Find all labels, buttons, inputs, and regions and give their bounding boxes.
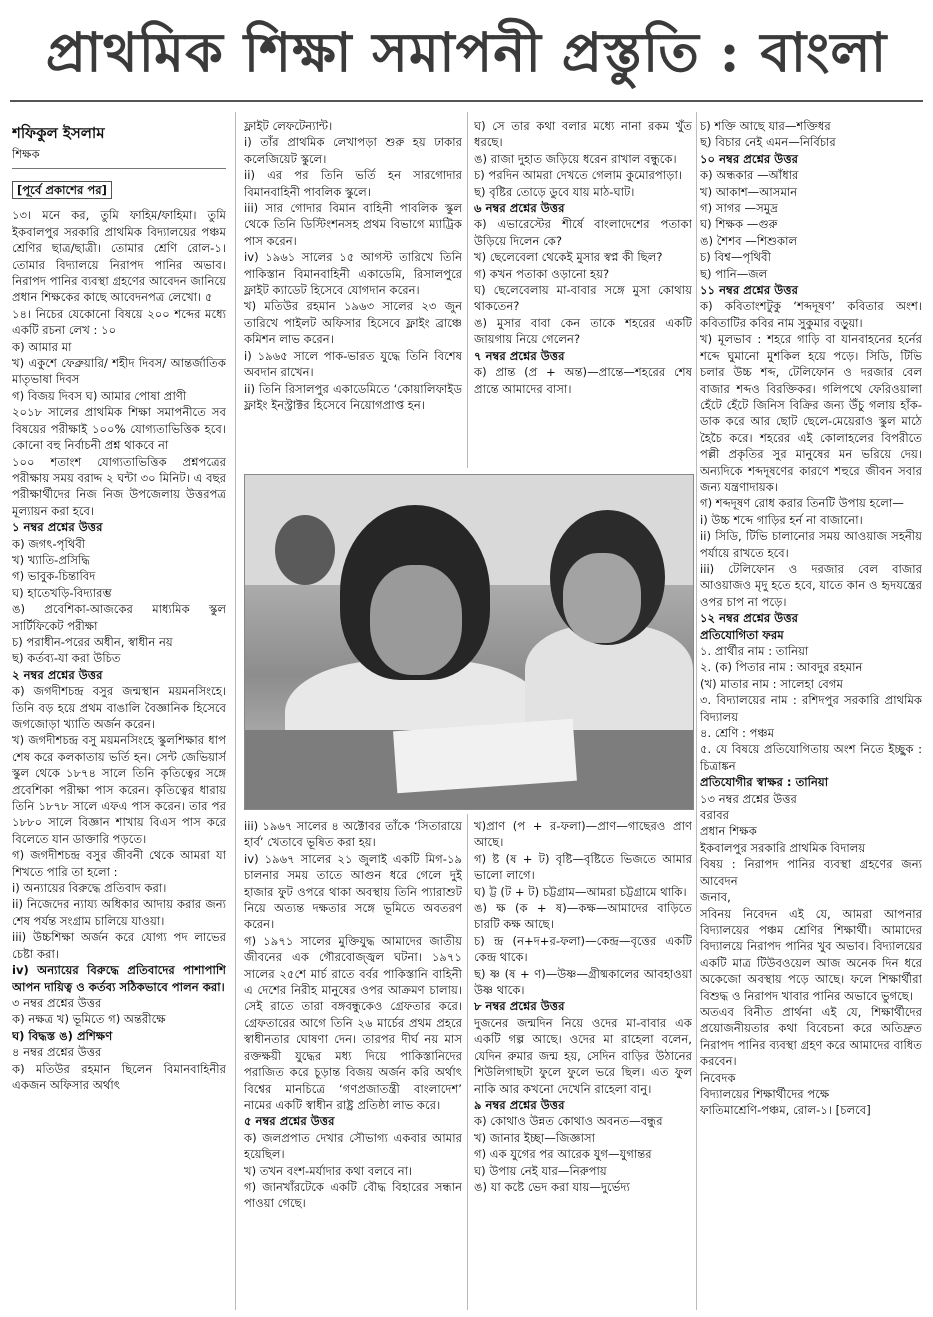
paragraph: i) অন্যায়ের বিরুদ্ধে প্রতিবাদ করা। [12,881,167,896]
paragraph: বরাবর [700,808,730,823]
section-heading: ১ নম্বর প্রশ্নের উত্তর [12,520,103,535]
paragraph: ১০০ শতাংশ যোগ্যতাভিত্তিক প্রশ্নপত্রের পরীক্ষায় সময় বরাদ্দ ২ ঘন্টা ৩০ মিনিট। এ বছর পরীক্ষার্থীদের নিজ নিজ উপজেলায় উত্তরপত্র মূল্যায়ন করা হবে। [12,454,226,518]
paragraph: ৪ নম্বর প্রশ্নের উত্তর [12,1045,102,1060]
column-2b-text [244,818,462,1212]
column-3-top [474,118,692,468]
paragraph: খ) খ্যাতি-প্রসিদ্ধি [12,552,90,567]
paragraph: চ) পরাধীন-পরের অধীন, স্বাধীন নয় [12,634,173,649]
paragraph: ফাতিমাশ্রেণি-পঞ্চম, রোল-১। [চলবে] [700,1103,871,1118]
paragraph: ii) নিজেদের ন্যায্য অধিকার আদায় করার জন্য শেষ পর্যন্ত সংগ্রাম চালিয়ে যাওয়া। [12,897,226,928]
paragraph: ২০১৮ সালের প্রাথমিক শিক্ষা সমাপনীতে সব বিষয়ের পরীক্ষাই ১০০% যোগ্যতাভিত্তিক হবে। কোনো বহু নির্বাচনী প্রশ্ন থাকবে না [12,405,226,453]
paragraph: iii) টেলিফোন ও দরজার বেল বাজার আওয়াজও মৃদু হতে হবে, যাতে কান ও হৃদযন্ত্রের ওপর চাপ না পড়ে। [700,561,922,609]
paragraph: iii) উচ্চশিক্ষা অর্জন করে যোগ্য পদ লাভের চেষ্টা করা। [12,930,226,961]
column-3-text [474,118,692,397]
paragraph: ৪. শ্রেণি : পঞ্চম [700,726,775,741]
paragraph: ঘ) ছেলেবেলায় মা-বাবার সঙ্গে মুসা কোথায় থাকতেন? [474,283,692,314]
section-heading: ২ নম্বর প্রশ্নের উত্তর [12,667,103,682]
paragraph: ঘ) ট্ট (ট + ট) চট্টগ্রাম—আমরা চট্টগ্রামে থাকি। [474,884,687,899]
paragraph: ক) প্রান্ত (প্র + অন্ত)—প্রান্তে—শহরের শেষ প্রান্তে আমাদের বাসা। [474,365,692,396]
paragraph: (খ) মাতার নাম : সালেহা বেগম [700,676,843,691]
paragraph: ইকবালপুর সরকারি প্রাথমিক বিদালয় [700,840,866,855]
paragraph: ক) আমার মা [12,339,72,354]
paragraph: iv) ১৯৬৭ সালের ২১ জুলাই একটি মিগ-১৯ চালনার সময় তাতে আগুন ধরে গেলে দুই হাজার ফুট ওপরে থাকা অবস্থায় তিনি প্যারাশুট নিয়ে অত্যন্ত দক্ষতার সঙ্গে ভূমিতে অবতরণ করেন। [244,851,462,932]
paragraph: গ) ভাবুক-চিন্তাবিদ [12,569,96,584]
headline-rule [10,100,923,102]
column-1-text [12,207,226,1093]
section-heading: ১০ নম্বর প্রশ্নের উত্তর [700,151,798,166]
paragraph: খ) ছেলেবেলা থেকেই মুসার স্বপ্ন কী ছিল? [474,250,663,265]
column-3b-text [474,818,692,1195]
paragraph: ক) জগদীশচন্দ্র বসুর জন্মস্থান ময়মনসিংহে। তিনি বড় হয়ে প্রথম বাঙালি বৈজ্ঞানিক হিসেবে জগজোড়া খ্যাতি অর্জন করেন। [12,684,226,731]
photo-student-face [370,565,462,675]
paragraph: দুজনের জন্মদিন নিয়ে ওদের মা-বাবার এক একটি গল্প আছে। ওদের মা রাহেলা বলেন, যেদিন রুমার জন্ম হয়, সেদিন বাড়ির উঠানের শিউলিগাছটা ফুলে ফুলে ভরে ছিল। এত ফুল নাকি আর কখনো দেখেনি রাহেলা বানু। [474,1015,692,1096]
paragraph: গ) শব্দদূষণ রোধ করার তিনটি উপায় হলো— [700,496,904,511]
paragraph: ক) অন্ধকার —আঁধার [700,168,799,183]
paragraph: ক) কবিতাংশটুকু ‘শব্দদূষণ’ কবিতার অংশ। কবিতাটির কবির নাম সুকুমার বড়ুয়া। [700,299,922,330]
paragraph: চ) বিশ্ব—পৃথিবী [700,250,771,265]
column-divider [467,814,468,1310]
column-2-text [244,118,462,413]
paragraph: অতএব বিনীত প্রার্থনা এই যে, শিক্ষার্থীদের প্রয়োজনীয়তার কথা বিবেচনা করে অতিদ্রুত নিরাপদ পানির ব্যবস্থা গ্রহণ করে আমাদের বাধিত করবেন। [700,1004,922,1069]
paragraph: ৫. যে বিষয়ে প্রতিযোগিতায় অংশ নিতে ইচ্ছুক : চিত্রাঙ্কন [700,742,922,773]
paragraph: খ) মতিউর রহমান ১৯৬৩ সালের ২৩ জুন তারিখে পাইলট অফিসার হিসেবে ফ্লাইং ব্রাঞ্চে কমিশন লাভ করেন। [244,299,462,347]
paragraph: ক) কোথাও উন্নত কোথাও অবনত—বন্ধুর [474,1114,663,1129]
column-3-bottom [474,818,692,1308]
section-heading: ৯ নম্বর প্রশ্নের উত্তর [474,1097,565,1112]
paragraph: নিবেদক [700,1070,736,1085]
paragraph: i) ১৯৬৫ সালে পাক-ভারত যুদ্ধে তিনি বিশেষ অবদান রাখেন। [244,348,462,380]
column-4 [700,118,922,1308]
paragraph: খ) আকাশ—আসমান [700,184,798,199]
photo-background-student [275,515,335,585]
byline-name: শফিকুল ইসলাম [12,124,105,142]
paragraph: বিষয় : নিরাপদ পানির ব্যবস্থা গ্রহণের জন্য আবেদন [700,857,922,888]
paragraph: খ) মূলভাব : শহরে গাড়ি বা যানবাহনের হর্নের শব্দে ঘুমানো মুশকিল হয়ে পড়ে। সিডি, টিভি চলার উচ্চ শব্দ, টেলিফোন ও দরজার বেল বাজার শব্দও বিরক্তিকর। গলিপথে ফেরিওয়ালা হেঁটে হেঁটে জিনিস বিক্রির জন্য উঁচু গলায় হাঁক-ডাক করে আর ছোট ছেলে-মেয়েরাও স্কুল মাঠে হৈচৈ করে। শহরের এই কোলাহলের বিপরীতে পল্লী প্রকৃতির সুর মানুষের মন ভরিয়ে দেয়। অন্যদিকে শব্দদূষণের কারণে শহুরে জীবন সবার জন্য যন্ত্রণাদায়ক। [700,332,922,494]
paragraph: ছ) কর্তব্য-যা করা উচিত [12,651,121,666]
paragraph: ১৪। নিচের যেকোনো বিষয়ে ২০০ শব্দের মধ্যে একটি রচনা লেখ : ১০ [12,306,226,338]
paragraph: ৩. বিদ্যালয়ের নাম : রশিদপুর সরকারি প্রাথমিক বিদ্যালয় [700,693,922,724]
section-heading: প্রতিযোগিতা ফরম [700,627,784,642]
paragraph: ঙ) যা কষ্টে ভেদ করা যায়—দুর্ভেদ্য [474,1179,630,1194]
paragraph: i) তাঁর প্রাথমিক লেখাপড়া শুরু হয় ঢাকার কলেজিয়েট স্কুলে। [244,135,462,166]
paragraph: ক) মতিউর রহমান ছিলেন বিমানবাহিনীর একজন অফিসার অর্থাৎ [12,1061,226,1092]
paragraph: ক) নক্ষত্র খ) ভূমিতে গ) অন্তরীক্ষে [12,1012,166,1027]
paragraph: ঙ) প্রবেশিকা-আজকের মাধ্যমিক স্কুল সার্টিফিকেট পরীক্ষা [12,602,226,633]
paragraph: ফ্লাইট লেফটেন্যান্ট। [244,119,333,133]
paragraph: ঘ) উপায় নেই যার—নিরুপায় [474,1163,607,1178]
paragraph: ১৩ নম্বর প্রশ্নের উত্তর [700,791,797,806]
paragraph: ঙ) মুসার বাবা কেন তাকে শহরের একটি জায়গায় নিয়ে গেলেন? [474,315,692,347]
paragraph: ছ) ষ্ণ (ষ + ণ)—উষ্ণ—গ্রীষ্মকালের আবহাওয়া উষ্ণ থাকে। [474,966,692,998]
paragraph: ছ) বিচার নেই এমন—নির্বিচার [700,135,836,150]
section-heading: ৫ নম্বর প্রশ্নের উত্তর [244,1114,335,1129]
paragraph: বিদ্যালয়ের শিক্ষার্থীদের পক্ষে [700,1086,830,1101]
section-heading: ১১ নম্বর প্রশ্নের উত্তর [700,283,798,298]
paragraph: ঘ) শিক্ষক —গুরু [700,217,778,232]
paragraph: গ) জগদীশচন্দ্র বসুর জীবনী থেকে আমরা যা শিখতে পারি তা হলো : [12,848,226,879]
section-heading: ৬ নম্বর প্রশ্নের উত্তর [474,201,565,216]
section-heading: ১২ নম্বর প্রশ্নের উত্তর [700,611,798,626]
paragraph: গ) এক যুগের পর আরেক যুগ—যুগান্তর [474,1147,652,1162]
section-heading: ৭ নম্বর প্রশ্নের উত্তর [474,348,565,363]
paragraph: খ) জানার ইচ্ছা—জিজ্ঞাসা [474,1130,596,1145]
column-divider [235,112,236,1310]
paragraph: সবিনয় নিবেদন এই যে, আমরা আপনার বিদ্যালয়ের পঞ্চম শ্রেণির শিক্ষার্থী। আমাদের বিদ্যালয়ে নিরাপদ পানির খুব অভাব। বিদ্যালয়ের একটি মাত্র টিউবওয়েল আজ অনেক দিন ধরে অকেজো অবস্থায় পড়ে আছে। ফলে শিক্ষার্থীরা বিশুদ্ধ ও নিরাপদ খাবার পানির অভাবে ভুগছে। [700,906,922,1003]
paragraph: ঙ) রাজা দুহাত জড়িয়ে ধরেন রাখাল বন্ধুকে। [474,151,677,166]
paragraph: গ) জানখাঁরটেকে একটি বৌদ্ধ বিহারের সন্ধান পাওয়া গেছে। [244,1179,462,1211]
byline-role: শিক্ষক [12,144,226,169]
column-2-top [244,118,462,468]
paragraph: ১৩। মনে কর, তুমি ফাহিম/ফাহিমা। তুমি ইকবালপুর সরকারি প্রাথমিক বিদ্যালয়ের পঞ্চম শ্রেণির ছাত্র/ছাত্রী। তোমার শ্রেণি রোল-১। তোমার বিদ্যালয়ে নিরাপদ পানির অভাব। নিরাপদ পানির ব্যবস্থা গ্রহণের আবেদন জানিয়ে প্রধান শিক্ষকের কাছে আবেদনপত্র লেখো। ৫ [12,208,226,305]
paragraph: গ) সাগর —সমুদ্র [700,201,778,216]
paragraph: গ) ১৯৭১ সালের মুক্তিযুদ্ধ আমাদের জাতীয় জীবনের এক গৌরবোজ্জ্বল ঘটনা। ১৯৭১ সালের ২৫শে মার্চ রাতে বর্বর পাকিস্তানি বাহিনী এ দেশের নিরীহ মানুষের ওপর আক্রমণ চালায়। সেই রাতে তারা বঙ্গবন্ধুকেও গ্রেফতার করে। গ্রেফতারের আগে তিনি ২৬ মার্চের প্রথম প্রহরে স্বাধীনতার ঘোষণা দেন। তারপর দীর্ঘ নয় মাস রক্তক্ষয়ী যুদ্ধের মধ্য দিয়ে পাকিস্তানিদের পরাজিত করে চূড়ান্ত বিজয় অর্জন করি অর্থাৎ বিশ্বের মানচিত্রে ‘গণপ্রজাতন্ত্রী বাংলাদেশ’ নামের একটি স্বাধীন রাষ্ট্র প্রতিষ্ঠা লাভ করে। [244,933,462,1112]
paragraph: ২. (ক) পিতার নাম : আবদুর রহমান [700,660,863,675]
paragraph: ঙ) শৈশব —শিশুকাল [700,233,798,248]
section-heading: ৮ নম্বর প্রশ্নের উত্তর [474,999,565,1014]
paragraph: ঙ) ক্ষ (ক + ষ)—কক্ষ—আমাদের বাড়িতে চারটি কক্ষ আছে। [474,901,692,932]
column-1 [12,118,226,1308]
paragraph: গ) বিজয় দিবস ঘ) আমার পোষা প্রাণী [12,388,187,403]
paragraph: ঘ) সে তার কথা বলার মধ্যে নানা রকম খুঁত ধরছে। [474,119,692,150]
paragraph: iii) ১৯৬৭ সালের ৪ অক্টোবর তাঁকে ‘সিতারায়ে হার্ব’ খেতাবে ভূষিত করা হয়। [244,819,462,850]
paragraph: ক) জগৎ-পৃথিবী [12,536,86,551]
paragraph: ঘ) হাতেখড়ি-বিদ্যারম্ভ [12,585,112,600]
paragraph: ১. প্রার্থীর নাম : তানিয়া [700,644,809,658]
paragraph: ৩ নম্বর প্রশ্নের উত্তর [12,995,102,1010]
section-heading: প্রতিযোগীর স্বাক্ষর : তানিয়া [700,775,829,790]
paragraph: প্রধান শিক্ষক [700,824,757,839]
paragraph: চ) ন্দ্র (ন+দ+র-ফলা)—কেন্দ্র—বৃত্তের একটি কেন্দ্র থাকে। [474,933,692,965]
paragraph: ছ) পানি—জল [700,266,768,281]
previous-note: [পূর্বে প্রকাশের পর] [12,181,112,199]
paragraph: খ) জগদীশচন্দ্র বসু ময়মনসিংহে স্কুলশিক্ষার ধাপ শেষ করে কলকাতায় ভর্তি হন। সেন্ট জেভিয়ার্স স্কুল থেকে ১৮৭৪ সালে তিনি কৃতিত্বের সঙ্গে প্রবেশিকা পরীক্ষা পাস করেন। কৃতিত্বের ধারায় তিনি ১৮৭৮ সালে এফএ পাস করেন। তার পর ১৮৮০ সালে বিজ্ঞান শাখায় বিএস পাস করে বিলেতে যান ডাক্তারি পড়তে। [12,733,226,846]
paragraph: ii) এর পর তিনি ভর্তি হন সারগোদার বিমানবাহিনী পাবলিক স্কুলে। [244,168,462,199]
paragraph: গ) ষ্ট (ষ + ট) বৃষ্টি—বৃষ্টিতে ভিজতে আমার ভালো লাগে। [474,851,692,883]
paragraph: চ) শক্তি আছে যার—শক্তিধর [700,119,831,133]
paragraph: খ)প্রাণ (প + র-ফলা)—প্রাণ—গাছেরও প্রাণ আছে। [474,819,692,850]
paragraph: চ) পরদিন আমরা দেখতে গেলাম কুমোরপাড়া। [474,168,682,183]
paragraph: iv) ১৯৬১ সালের ১৫ আগস্ট তারিখে তিনি পাকিস্তান বিমানবাহিনী একাডেমি, রিসালপুরে ফ্লাইট ক্যাডেট হিসেবে যোগদান করেন। [244,250,462,298]
paragraph: ii) সিডি, টিভি চালানোর সময় আওয়াজ সহনীয় পর্যায়ে রাখতে হবে। [700,529,922,560]
paragraph: i) উচ্চ শব্দে গাড়ির হর্ন না বাজানো। [700,512,863,527]
column-4-text [700,118,922,1119]
photo-student-face [563,553,641,643]
paragraph: iii) সার গোদার বিমান বাহিনী পাবলিক স্কুল থেকে তিনি ডিস্টিংশনসহ প্রথম বিভাগে ম্যাট্রিক পাস করেন। [244,201,462,248]
paragraph: ক) জলপ্রপাত দেখার সৌভাগ্য একবার আমার হয়েছিল। [244,1130,462,1162]
paragraph: গ) কখন পতাকা ওড়ানো হয়? [474,266,610,281]
photo-answer-sheet [393,719,577,793]
paragraph: খ) তখন বংশ-মর্যাদার কথা বলবে না। [244,1163,413,1178]
section-heading: iv) অন্যায়ের বিরুদ্ধে প্রতিবাদের পাশাপাশি আপন দায়িত্ব ও কর্তব্য সঠিকভাবে পালন করা। [12,963,226,994]
paragraph: খ) একুশে ফেব্রুয়ারি/ শহীদ দিবস/ আন্তর্জাতিক মাতৃভাষা দিবস [12,356,226,387]
paragraph: ক) এভারেস্টের শীর্ষে বাংলাদেশের পতাকা উড়িয়ে দিলেন কে? [474,217,692,248]
column-divider [696,112,697,1310]
column-divider [467,112,468,468]
section-heading: ঘ) বিদ্ধস্ত ঙ) প্রশিক্ষণ [12,1028,113,1043]
classroom-photo [244,474,694,810]
column-2-bottom [244,818,462,1308]
paragraph: ii) তিনি রিসালপুর একাডেমিতে ‘কোয়ালিফাইড ফ্লাইং ইনস্ট্রাক্টর হিসেবে নিয়োগপ্রাপ্ত হন। [244,381,462,412]
headline: প্রাথমিক শিক্ষা সমাপনী প্রস্তুতি : বাংলা [45,20,888,84]
paragraph: জনাব, [700,890,731,905]
paragraph: ছ) বৃষ্টির তোড়ে ডুবে যায় মাঠ-ঘাট। [474,184,635,199]
